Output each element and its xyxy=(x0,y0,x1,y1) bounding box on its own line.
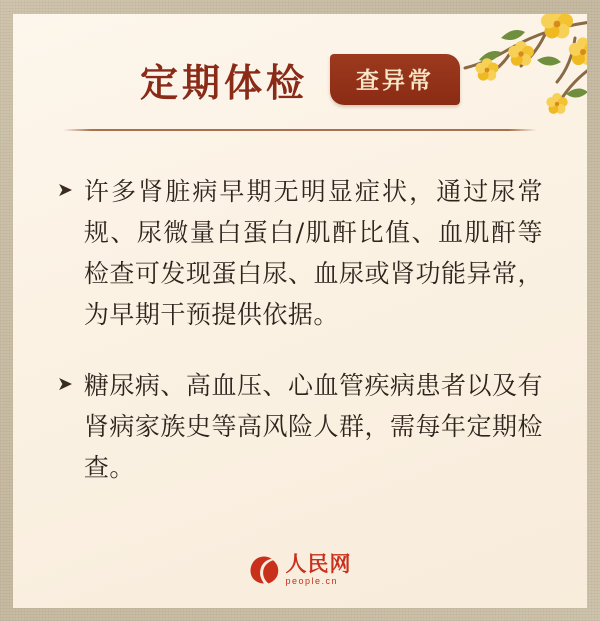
title-divider xyxy=(63,129,537,131)
arrow-bullet-icon: ➤ xyxy=(57,374,73,395)
content-body xyxy=(13,131,587,488)
list-item-text: 糖尿病、高血压、心血管疾病患者以及有肾病家族史等高风险人群，需每年定期检查。 xyxy=(83,371,543,482)
logo-text-block xyxy=(286,553,352,586)
list-item-text: 许多肾脏病早期无明显症状，通过尿常规、尿微量白蛋白/肌酐比值、血肌酐等检查可发现蛋白尿、血尿或肾功能异常，为早期干预提供依据。 xyxy=(83,177,543,329)
logo-text-en: people.cn xyxy=(285,576,339,586)
page-title: 定期体检 xyxy=(139,60,308,105)
people-cn-logo-icon xyxy=(249,555,279,585)
poster-card xyxy=(13,14,587,608)
list-item xyxy=(57,171,543,335)
footer-logo xyxy=(13,553,587,586)
title-badge: 查异常 xyxy=(330,54,460,105)
logo-text-cn: 人民网 xyxy=(285,551,352,576)
list-item xyxy=(57,365,543,488)
poster-header xyxy=(13,14,587,107)
arrow-bullet-icon: ➤ xyxy=(57,180,73,201)
